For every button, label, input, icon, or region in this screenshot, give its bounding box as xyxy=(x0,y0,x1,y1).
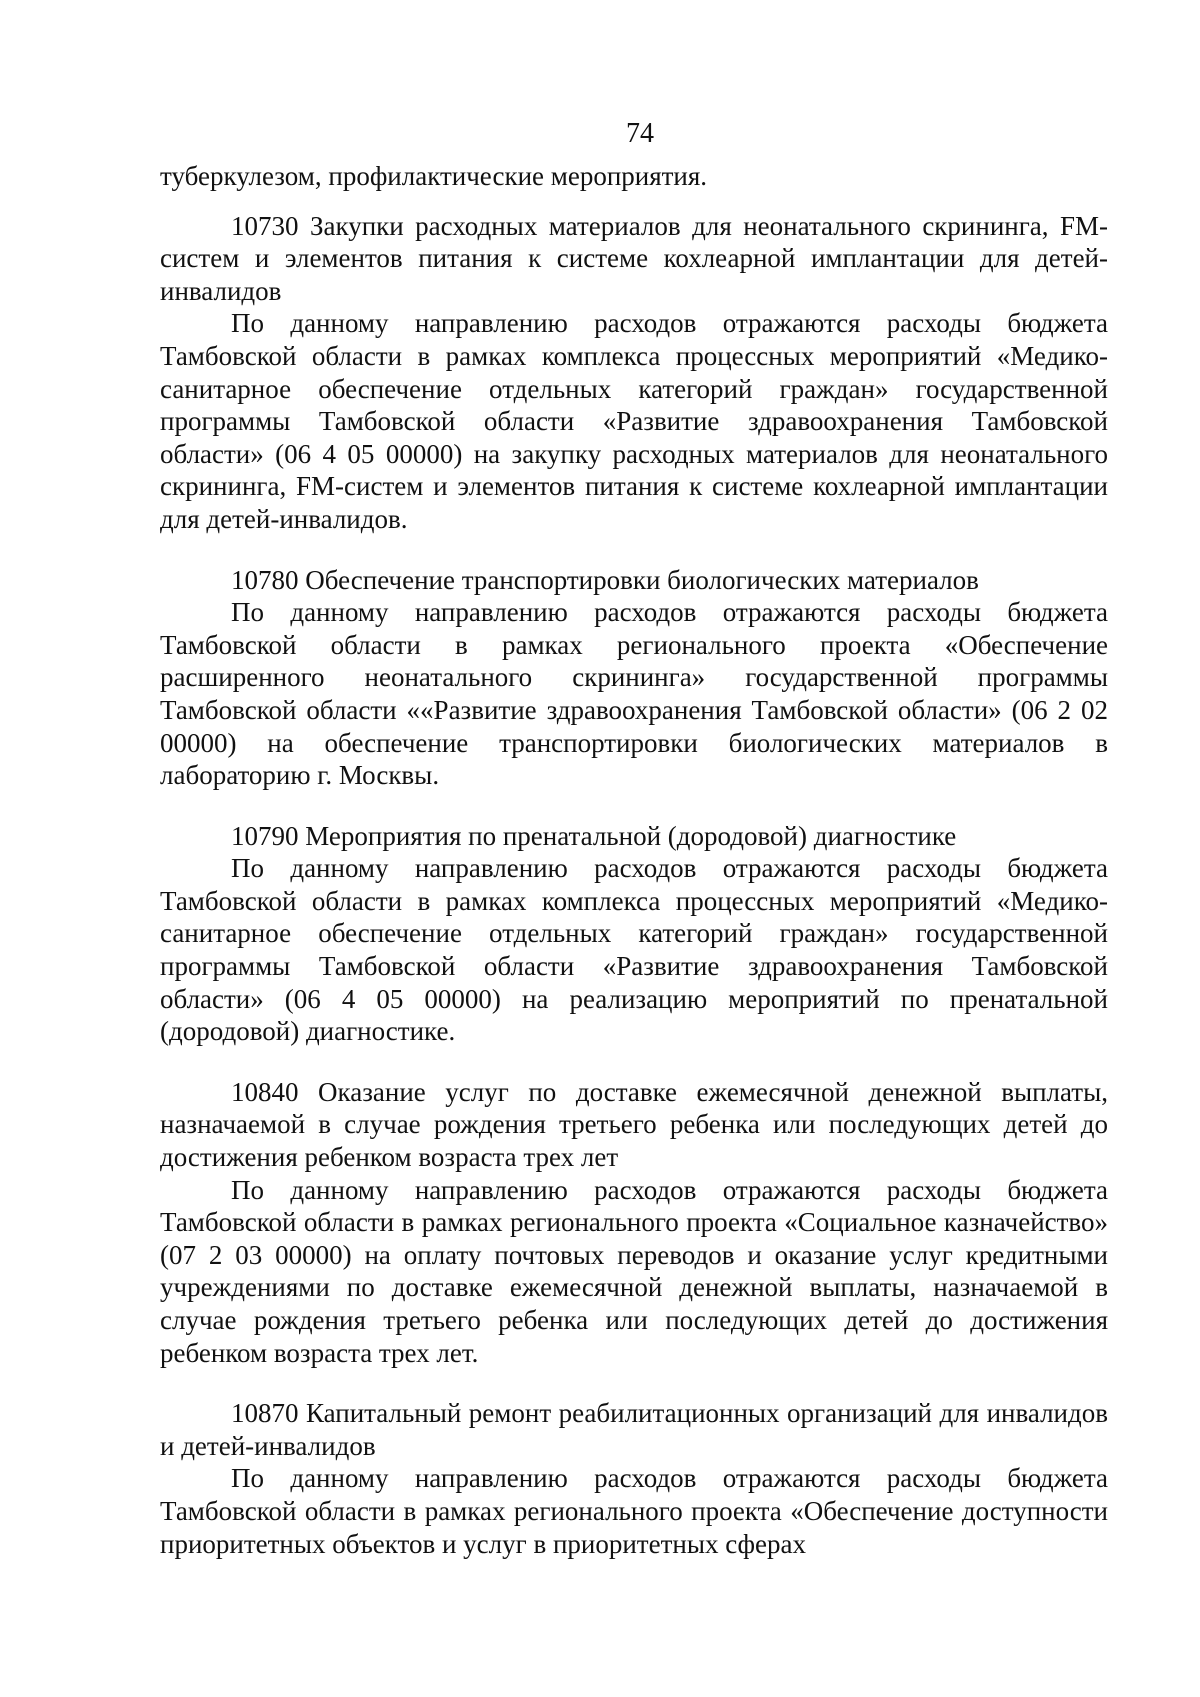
section-heading-10730: 10730 Закупки расходных материалов для неонатального скрининга, FM-систем и элементов питания к системе кохлеарной имплантации для детей-инвалидов xyxy=(160,210,1108,306)
paragraph-10730-description: По данному направлению расходов отражаются расходы бюджета Тамбовской области в рамках комплекса процессных мероприятий «Медико-санитарное обеспечение отдельных категорий граждан» государственной программы Тамбовской области «Развитие здравоохранения Тамбовской области» (06 4 05 00000) на закупку расходных материалов для неонатального скрининга, FM-систем и элементов питания к системе кохлеарной имплантации для детей-инвалидов. xyxy=(160,308,1108,534)
paragraph-10840-description: По данному направлению расходов отражаются расходы бюджета Тамбовской области в рамках регионального проекта «Социальное казначейство» (07 2 03 00000) на оплату почтовых переводов и оказание услуг кредитными учреждениями по доставке ежемесячной денежной выплаты, назначаемой в случае рождения третьего ребенка или последующих детей до достижения ребенком возраста трех лет. xyxy=(160,1174,1108,1368)
paragraph-10790-description: По данному направлению расходов отражаются расходы бюджета Тамбовской области в рамках комплекса процессных мероприятий «Медико-санитарное обеспечение отдельных категорий граждан» государственной программы Тамбовской области «Развитие здравоохранения Тамбовской области» (06 4 05 00000) на реализацию мероприятий по пренатальной (дородовой) диагностике. xyxy=(160,853,1108,1047)
paragraph-10870-description: По данному направлению расходов отражаются расходы бюджета Тамбовской области в рамках регионального проекта «Обеспечение доступности приоритетных объектов и услуг в приоритетных сферах xyxy=(160,1463,1108,1559)
section-heading-10870: 10870 Капитальный ремонт реабилитационных организаций для инвалидов и детей-инвалидов xyxy=(160,1398,1108,1461)
page-number: 74 xyxy=(626,118,654,149)
paragraph-continuation: туберкулезом, профилактические мероприятия. xyxy=(160,161,708,191)
section-heading-10780: 10780 Обеспечение транспортировки биологических материалов xyxy=(231,564,979,595)
section-heading-10840: 10840 Оказание услуг по доставке ежемесячной денежной выплаты, назначаемой в случае рождения третьего ребенка или последующих детей до достижения ребенком возраста трех лет xyxy=(160,1076,1108,1173)
paragraph-10780-description: По данному направлению расходов отражаются расходы бюджета Тамбовской области в рамках регионального проекта «Обеспечение расширенного неонатального скрининга» государственной программы Тамбовской области ««Развитие здравоохранения Тамбовской области» (06 2 02 00000) на обеспечение транспортировки биологических материалов в лабораторию г. Москвы. xyxy=(160,597,1108,791)
section-heading-10790: 10790 Мероприятия по пренатальной (дородовой) диагностике xyxy=(231,820,957,851)
document-body xyxy=(160,160,1108,1560)
